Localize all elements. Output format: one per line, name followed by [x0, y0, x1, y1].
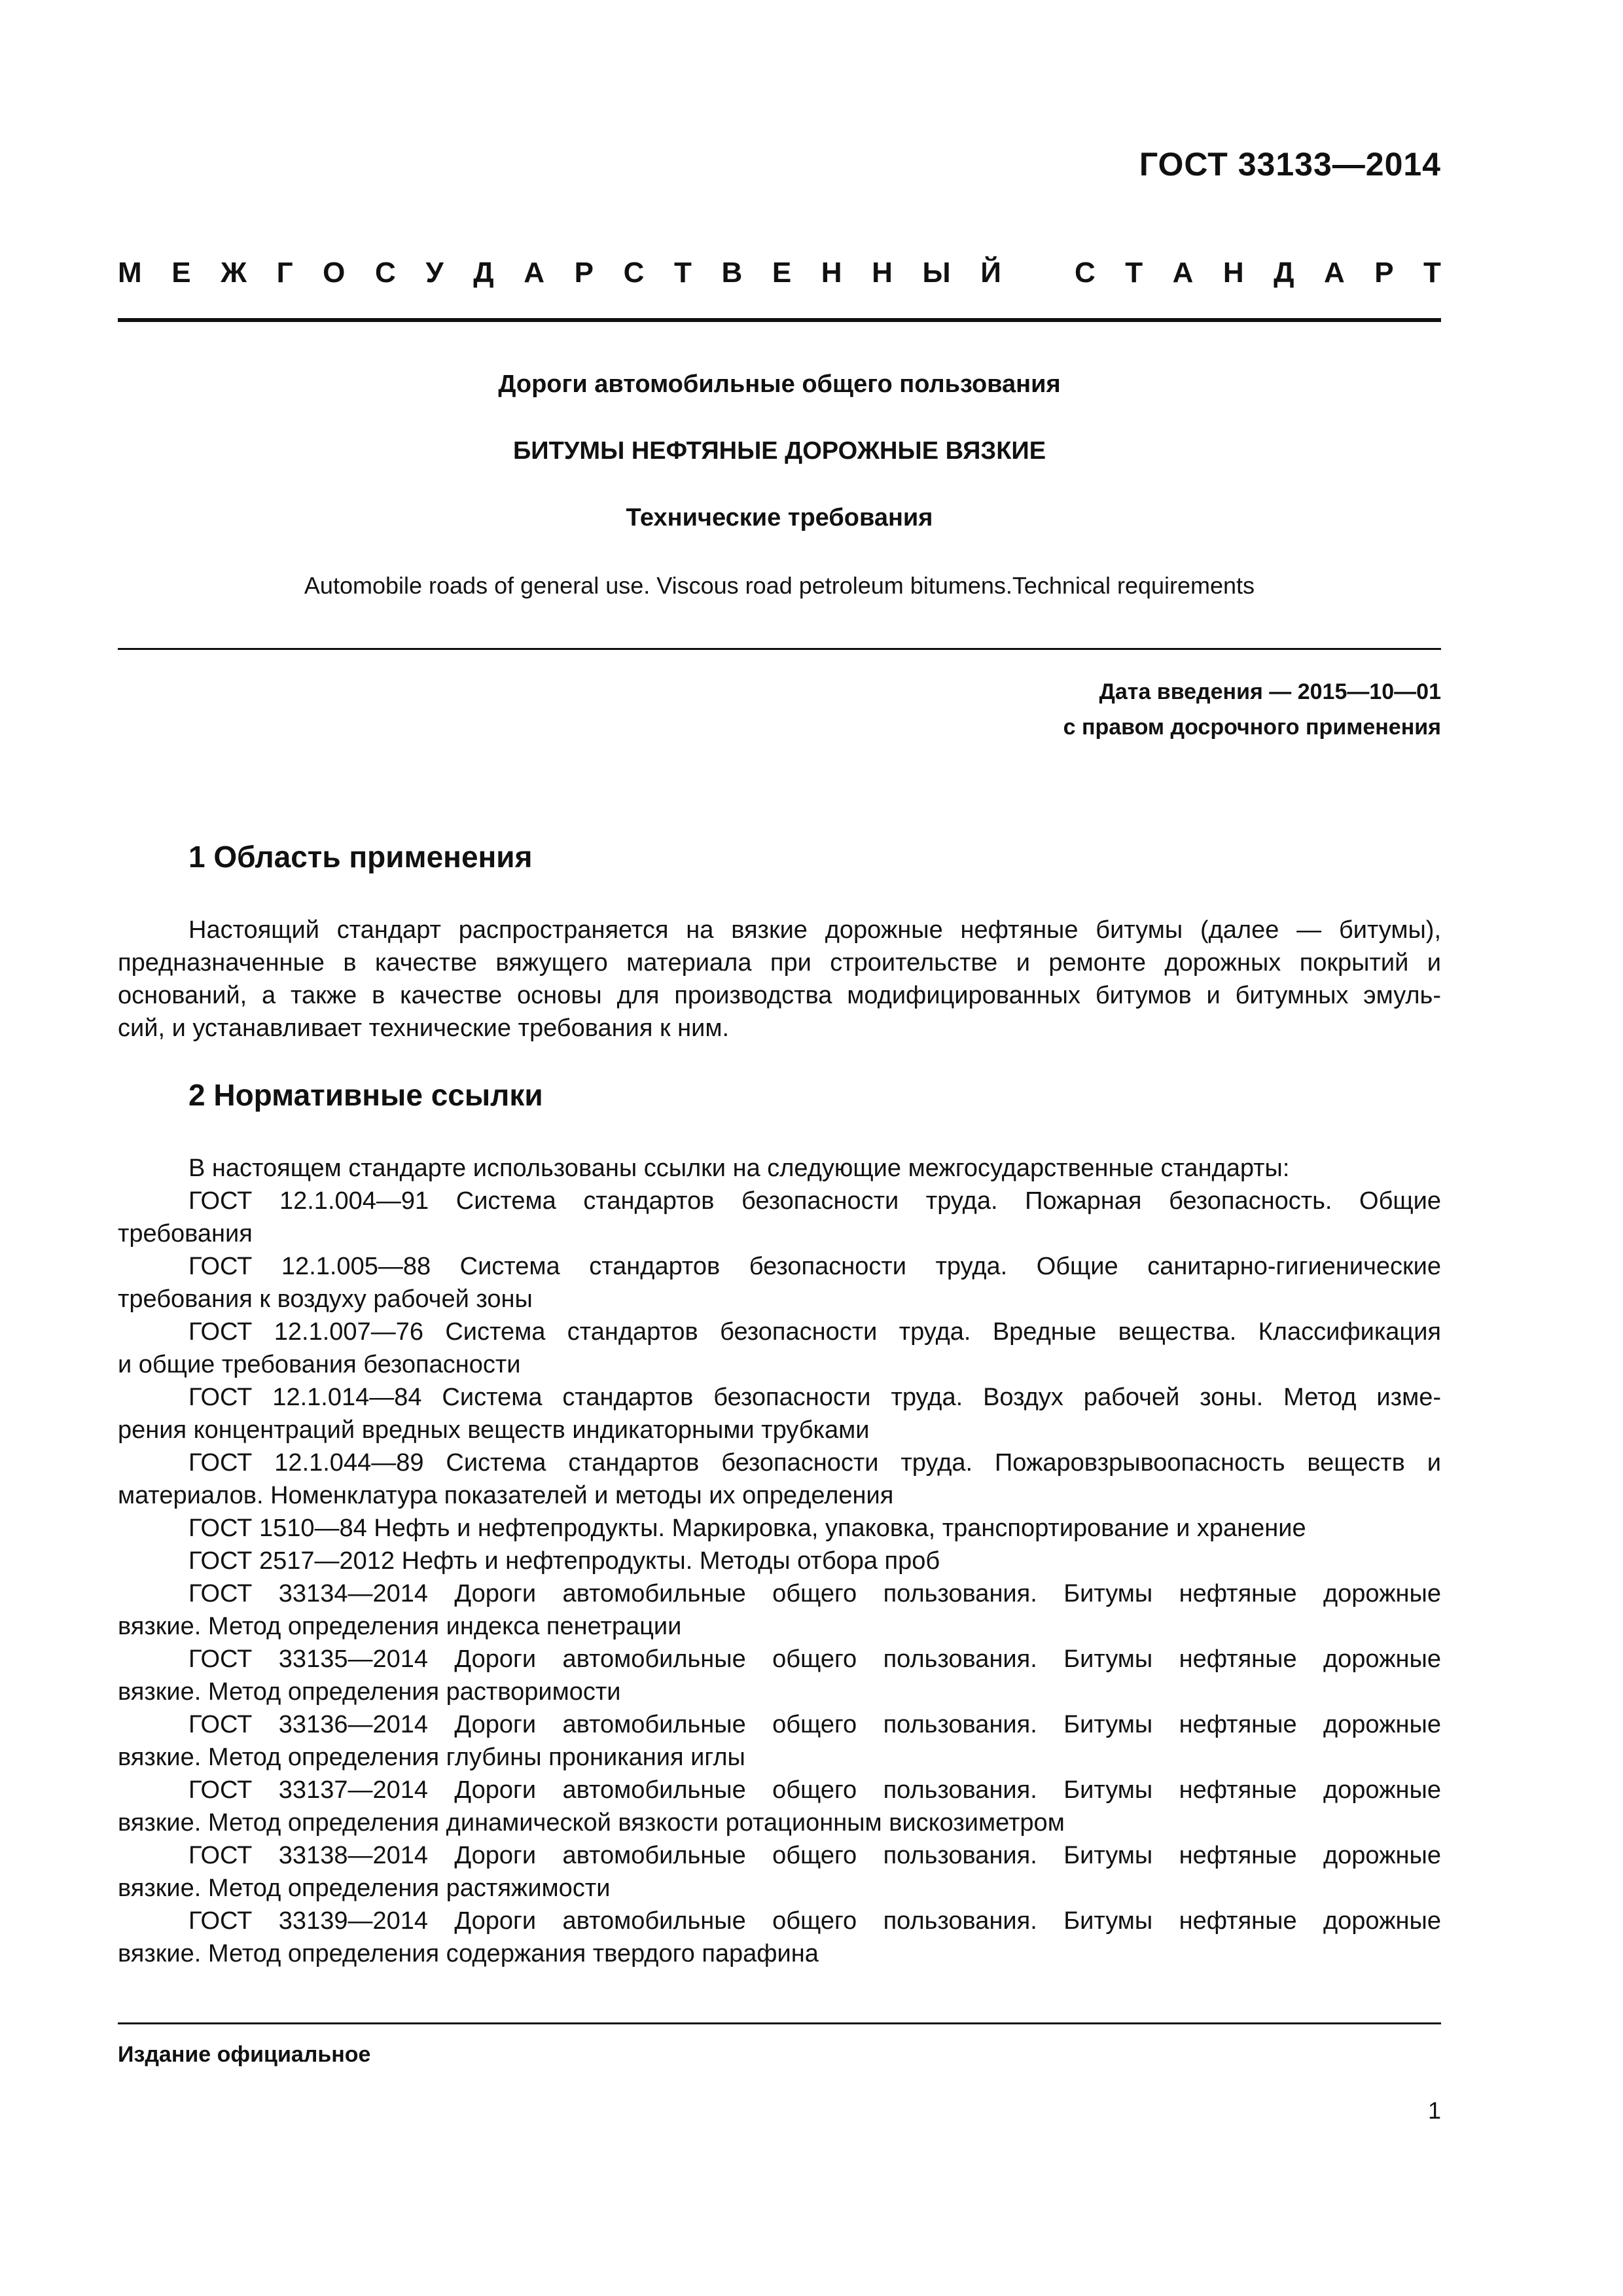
text-line: ГОСТ 12.1.044—89 Система стандартов безопасности труда. Пожаровзрывоопасность веществ и	[188, 1449, 1441, 1477]
standard-type-letter: Е	[772, 257, 792, 289]
standard-type-word-1	[118, 257, 1001, 289]
text-line: ГОСТ 33134—2014 Дороги автомобильные общего пользования. Битумы нефтяные дорожные	[188, 1580, 1441, 1607]
text-line: вязкие. Метод определения растяжимости	[118, 1874, 611, 1902]
standard-type-letter: Т	[1423, 257, 1441, 289]
early-application-note: с правом досрочного применения	[1063, 715, 1441, 740]
text-line: ГОСТ 12.1.005—88 Система стандартов безопасности труда. Общие санитарно-гигиенические	[188, 1253, 1441, 1280]
standard-type-letter: С	[374, 257, 396, 289]
page-number: 1	[1427, 2097, 1441, 2124]
standard-type-letter: Ы	[922, 257, 951, 289]
text-line: и общие требования безопасности	[118, 1351, 521, 1378]
standard-type-letter: С	[623, 257, 645, 289]
text-line: требования к воздуху рабочей зоны	[118, 1285, 533, 1313]
text-line: ГОСТ 33136—2014 Дороги автомобильные общего пользования. Битумы нефтяные дорожные	[188, 1711, 1441, 1738]
text-line: ГОСТ 33137—2014 Дороги автомобильные общего пользования. Битумы нефтяные дорожные	[188, 1776, 1441, 1804]
text-line: требования	[118, 1220, 253, 1247]
text-line: ГОСТ 33138—2014 Дороги автомобильные общего пользования. Битумы нефтяные дорожные	[188, 1842, 1441, 1869]
standard-type-letter: Е	[171, 257, 191, 289]
text-line: рения концентраций вредных веществ индикаторными трубками	[118, 1416, 870, 1444]
standard-type-word-2	[1075, 257, 1441, 289]
standard-type-letter: Д	[473, 257, 494, 289]
standard-type-letter: А	[524, 257, 545, 289]
title-divider	[118, 648, 1441, 650]
standard-type-letter: М	[118, 257, 142, 289]
standard-type-letter: Д	[1274, 257, 1294, 289]
section-2-text	[118, 1152, 1441, 1970]
section-2-heading: 2 Нормативные ссылки	[188, 1078, 543, 1112]
standard-type-letter: У	[425, 257, 444, 289]
header-divider	[118, 318, 1441, 322]
text-line: вязкие. Метод определения растворимости	[118, 1678, 621, 1706]
standard-type-letter: Ж	[221, 257, 247, 289]
text-line: вязкие. Метод определения содержания твердого парафина	[118, 1940, 819, 1967]
introduction-date-block	[1063, 674, 1441, 745]
title-line-1: Дороги автомобильные общего пользования	[498, 370, 1061, 398]
text-line: оснований, а также в качестве основы для производства модифицированных битумов и битумных эмуль-	[118, 982, 1441, 1009]
standard-type-letter: О	[323, 257, 346, 289]
title-line-3: Технические требования	[626, 504, 933, 531]
standard-type-letter: А	[1172, 257, 1194, 289]
text-line: ГОСТ 2517—2012 Нефть и нефтепродукты. Методы отбора проб	[188, 1547, 940, 1575]
text-line: ГОСТ 12.1.014—84 Система стандартов безопасности труда. Воздух рабочей зоны. Метод изме-	[188, 1384, 1441, 1411]
text-line: ГОСТ 1510—84 Нефть и нефтепродукты. Маркировка, упаковка, транспортирование и хранение	[188, 1515, 1306, 1542]
standard-type-letter: Г	[276, 257, 293, 289]
introduction-date: Дата введения — 2015—10—01	[1099, 679, 1441, 704]
section-1-text	[118, 914, 1441, 1045]
text-line: материалов. Номенклатура показателей и методы их определения	[118, 1482, 894, 1509]
text-line: ГОСТ 12.1.004—91 Система стандартов безопасности труда. Пожарная безопасность. Общие	[188, 1187, 1441, 1215]
official-edition-label: Издание официальное	[118, 2042, 371, 2067]
text-line: вязкие. Метод определения глубины проникания иглы	[118, 1744, 745, 1771]
standard-type-letter: Й	[980, 257, 1001, 289]
text-line: ГОСТ 33135—2014 Дороги автомобильные общего пользования. Битумы нефтяные дорожные	[188, 1645, 1441, 1673]
section-1-heading: 1 Область применения	[188, 840, 533, 874]
standard-type-letter: Т	[673, 257, 692, 289]
standard-type-letter: Т	[1125, 257, 1143, 289]
text-line: ГОСТ 33139—2014 Дороги автомобильные общего пользования. Битумы нефтяные дорожные	[188, 1907, 1441, 1935]
text-line: вязкие. Метод определения динамической вязкости ротационным вискозиметром	[118, 1809, 1065, 1837]
standard-type-letter: А	[1323, 257, 1345, 289]
title-line-2: БИТУМЫ НЕФТЯНЫЕ ДОРОЖНЫЕ ВЯЗКИЕ	[512, 437, 1046, 465]
standard-type-letter: Р	[1374, 257, 1394, 289]
footer-divider	[118, 2022, 1441, 2024]
standard-type-letter: Н	[821, 257, 842, 289]
text-line: предназначенные в качестве вяжущего материала при строительстве и ремонте дорожных покрытий и	[118, 949, 1441, 977]
standard-type-letter: Н	[1222, 257, 1244, 289]
standard-type-letter: В	[721, 257, 743, 289]
title-english: Automobile roads of general use. Viscous road petroleum bitumens.Technical requirements	[304, 572, 1255, 599]
standard-type-heading	[118, 257, 1441, 289]
text-line: сий, и устанавливает технические требования к ним.	[118, 1014, 730, 1042]
standard-type-letter: Н	[872, 257, 893, 289]
text-line: Настоящий стандарт распространяется на вязкие дорожные нефтяные битумы (далее — битумы),	[188, 916, 1441, 944]
text-line: вязкие. Метод определения индекса пенетрации	[118, 1613, 682, 1640]
standard-type-letter: Р	[574, 257, 594, 289]
text-line: В настоящем стандарте использованы ссылки на следующие межгосударственные стандарты:	[188, 1155, 1290, 1182]
gost-number: ГОСТ 33133—2014	[1139, 146, 1441, 183]
text-line: ГОСТ 12.1.007—76 Система стандартов безопасности труда. Вредные вещества. Классификация	[188, 1318, 1441, 1346]
standard-type-letter: С	[1075, 257, 1096, 289]
